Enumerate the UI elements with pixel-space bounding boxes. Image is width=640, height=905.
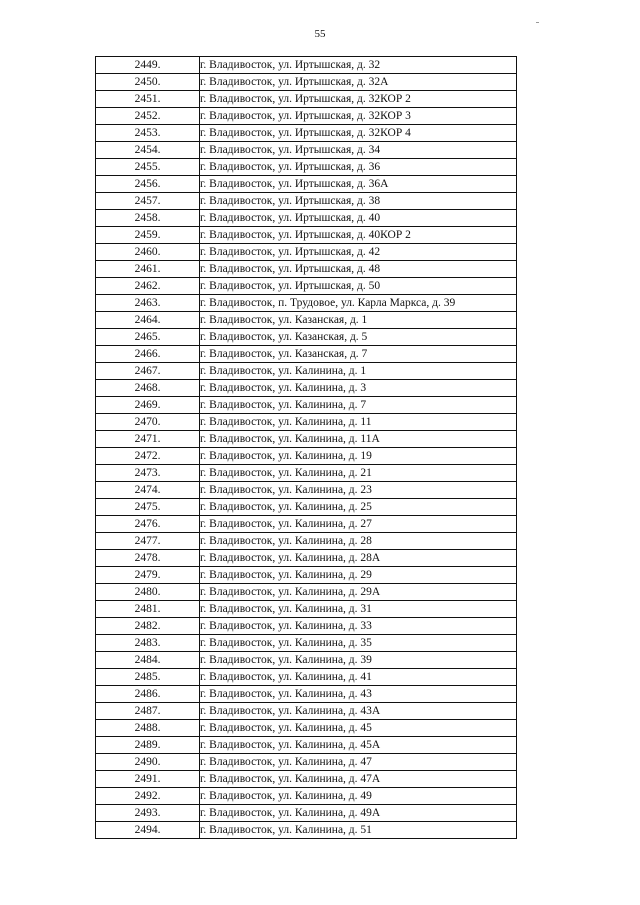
row-address: г. Владивосток, ул. Калинина, д. 43А — [200, 703, 517, 720]
row-number: 2491. — [96, 771, 200, 788]
row-number: 2473. — [96, 465, 200, 482]
row-address: г. Владивосток, ул. Калинина, д. 49А — [200, 805, 517, 822]
row-address: г. Владивосток, ул. Калинина, д. 21 — [200, 465, 517, 482]
table-row — [96, 278, 517, 295]
row-number: 2472. — [96, 448, 200, 465]
row-address: г. Владивосток, ул. Иртышская, д. 42 — [200, 244, 517, 261]
table-row — [96, 91, 517, 108]
row-number: 2487. — [96, 703, 200, 720]
row-number: 2483. — [96, 635, 200, 652]
row-number: 2474. — [96, 482, 200, 499]
row-address: г. Владивосток, ул. Калинина, д. 27 — [200, 516, 517, 533]
row-address: г. Владивосток, ул. Калинина, д. 41 — [200, 669, 517, 686]
row-number: 2490. — [96, 754, 200, 771]
table-row — [96, 448, 517, 465]
row-number: 2455. — [96, 159, 200, 176]
row-address: г. Владивосток, ул. Калинина, д. 31 — [200, 601, 517, 618]
table-row — [96, 754, 517, 771]
row-number: 2465. — [96, 329, 200, 346]
row-number: 2452. — [96, 108, 200, 125]
row-address: г. Владивосток, п. Трудовое, ул. Карла Маркса, д. 39 — [200, 295, 517, 312]
table-row — [96, 788, 517, 805]
scan-mark — [536, 22, 539, 23]
row-address: г. Владивосток, ул. Казанская, д. 1 — [200, 312, 517, 329]
table-row — [96, 414, 517, 431]
table-row — [96, 822, 517, 839]
table-row — [96, 720, 517, 737]
table-row — [96, 261, 517, 278]
table-row — [96, 397, 517, 414]
row-number: 2467. — [96, 363, 200, 380]
row-address: г. Владивосток, ул. Казанская, д. 7 — [200, 346, 517, 363]
row-address: г. Владивосток, ул. Иртышская, д. 48 — [200, 261, 517, 278]
row-address: г. Владивосток, ул. Калинина, д. 1 — [200, 363, 517, 380]
row-address: г. Владивосток, ул. Калинина, д. 11А — [200, 431, 517, 448]
row-address: г. Владивосток, ул. Калинина, д. 25 — [200, 499, 517, 516]
table-row — [96, 805, 517, 822]
table-row — [96, 295, 517, 312]
row-address: г. Владивосток, ул. Калинина, д. 29 — [200, 567, 517, 584]
table-row — [96, 210, 517, 227]
row-number: 2475. — [96, 499, 200, 516]
table-row — [96, 499, 517, 516]
table-row — [96, 227, 517, 244]
table-row — [96, 176, 517, 193]
table-row — [96, 737, 517, 754]
table-row — [96, 652, 517, 669]
table-row — [96, 346, 517, 363]
table-row — [96, 142, 517, 159]
table-row — [96, 159, 517, 176]
table-row — [96, 380, 517, 397]
row-address: г. Владивосток, ул. Иртышская, д. 32КОР 2 — [200, 91, 517, 108]
table-row — [96, 686, 517, 703]
table-row — [96, 74, 517, 91]
page-number: 55 — [314, 28, 326, 40]
row-number: 2488. — [96, 720, 200, 737]
row-number: 2453. — [96, 125, 200, 142]
row-number: 2481. — [96, 601, 200, 618]
row-address: г. Владивосток, ул. Иртышская, д. 40КОР 2 — [200, 227, 517, 244]
row-address: г. Владивосток, ул. Иртышская, д. 36 — [200, 159, 517, 176]
row-number: 2450. — [96, 74, 200, 91]
row-number: 2492. — [96, 788, 200, 805]
row-number: 2479. — [96, 567, 200, 584]
row-address: г. Владивосток, ул. Иртышская, д. 32 — [200, 57, 517, 74]
row-address: г. Владивосток, ул. Калинина, д. 28А — [200, 550, 517, 567]
row-address: г. Владивосток, ул. Калинина, д. 33 — [200, 618, 517, 635]
row-address: г. Владивосток, ул. Иртышская, д. 32А — [200, 74, 517, 91]
table-row — [96, 363, 517, 380]
row-number: 2485. — [96, 669, 200, 686]
row-number: 2466. — [96, 346, 200, 363]
row-address: г. Владивосток, ул. Калинина, д. 19 — [200, 448, 517, 465]
row-address: г. Владивосток, ул. Калинина, д. 49 — [200, 788, 517, 805]
row-address: г. Владивосток, ул. Калинина, д. 47 — [200, 754, 517, 771]
row-address: г. Владивосток, ул. Калинина, д. 23 — [200, 482, 517, 499]
row-number: 2482. — [96, 618, 200, 635]
row-address: г. Владивосток, ул. Иртышская, д. 50 — [200, 278, 517, 295]
row-number: 2489. — [96, 737, 200, 754]
table-row — [96, 57, 517, 74]
table-row — [96, 601, 517, 618]
row-number: 2459. — [96, 227, 200, 244]
table-row — [96, 312, 517, 329]
table-row — [96, 329, 517, 346]
table-row — [96, 635, 517, 652]
row-address: г. Владивосток, ул. Иртышская, д. 32КОР 4 — [200, 125, 517, 142]
table-row — [96, 584, 517, 601]
table-row — [96, 550, 517, 567]
row-number: 2461. — [96, 261, 200, 278]
row-address: г. Владивосток, ул. Калинина, д. 43 — [200, 686, 517, 703]
row-number: 2484. — [96, 652, 200, 669]
row-address: г. Владивосток, ул. Калинина, д. 35 — [200, 635, 517, 652]
row-number: 2480. — [96, 584, 200, 601]
row-number: 2476. — [96, 516, 200, 533]
table-row — [96, 771, 517, 788]
table-row — [96, 431, 517, 448]
row-number: 2454. — [96, 142, 200, 159]
table-row — [96, 533, 517, 550]
row-address: г. Владивосток, ул. Казанская, д. 5 — [200, 329, 517, 346]
table-row — [96, 108, 517, 125]
row-address: г. Владивосток, ул. Калинина, д. 39 — [200, 652, 517, 669]
row-number: 2458. — [96, 210, 200, 227]
row-address: г. Владивосток, ул. Калинина, д. 47А — [200, 771, 517, 788]
table-row — [96, 193, 517, 210]
row-address: г. Владивосток, ул. Иртышская, д. 32КОР 3 — [200, 108, 517, 125]
row-number: 2456. — [96, 176, 200, 193]
table-row — [96, 516, 517, 533]
row-address: г. Владивосток, ул. Калинина, д. 29А — [200, 584, 517, 601]
row-address: г. Владивосток, ул. Калинина, д. 3 — [200, 380, 517, 397]
row-address: г. Владивосток, ул. Иртышская, д. 34 — [200, 142, 517, 159]
row-address: г. Владивосток, ул. Калинина, д. 45А — [200, 737, 517, 754]
table-row — [96, 244, 517, 261]
row-address: г. Владивосток, ул. Иртышская, д. 40 — [200, 210, 517, 227]
address-table — [95, 56, 517, 839]
row-address: г. Владивосток, ул. Иртышская, д. 38 — [200, 193, 517, 210]
table-row — [96, 669, 517, 686]
row-number: 2451. — [96, 91, 200, 108]
row-address: г. Владивосток, ул. Калинина, д. 7 — [200, 397, 517, 414]
table-row — [96, 465, 517, 482]
address-table-body — [96, 57, 517, 839]
row-number: 2460. — [96, 244, 200, 261]
table-row — [96, 482, 517, 499]
row-number: 2449. — [96, 57, 200, 74]
row-address: г. Владивосток, ул. Иртышская, д. 36А — [200, 176, 517, 193]
row-number: 2477. — [96, 533, 200, 550]
row-number: 2457. — [96, 193, 200, 210]
row-address: г. Владивосток, ул. Калинина, д. 51 — [200, 822, 517, 839]
row-number: 2469. — [96, 397, 200, 414]
row-number: 2471. — [96, 431, 200, 448]
table-row — [96, 703, 517, 720]
row-number: 2493. — [96, 805, 200, 822]
table-row — [96, 567, 517, 584]
table-row — [96, 125, 517, 142]
table-row — [96, 618, 517, 635]
row-number: 2464. — [96, 312, 200, 329]
row-number: 2462. — [96, 278, 200, 295]
row-number: 2468. — [96, 380, 200, 397]
row-number: 2478. — [96, 550, 200, 567]
row-number: 2486. — [96, 686, 200, 703]
row-number: 2470. — [96, 414, 200, 431]
row-number: 2494. — [96, 822, 200, 839]
row-address: г. Владивосток, ул. Калинина, д. 28 — [200, 533, 517, 550]
row-address: г. Владивосток, ул. Калинина, д. 11 — [200, 414, 517, 431]
row-number: 2463. — [96, 295, 200, 312]
row-address: г. Владивосток, ул. Калинина, д. 45 — [200, 720, 517, 737]
